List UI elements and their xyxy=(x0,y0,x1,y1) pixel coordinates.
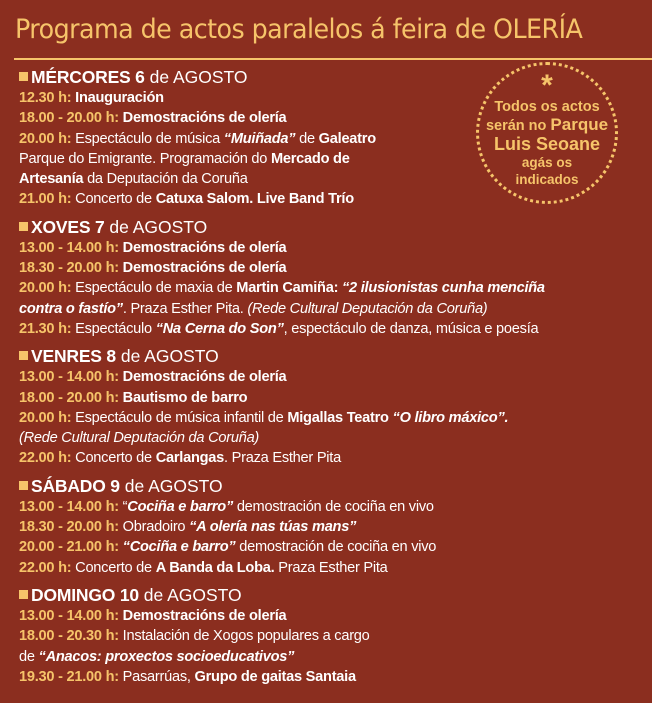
day-heading xyxy=(19,475,652,497)
event-text: de xyxy=(19,648,39,665)
day-month: de AGOSTO xyxy=(104,216,208,237)
event-text: Parque do Emigrante. Programación do xyxy=(19,150,271,167)
event-line xyxy=(19,497,652,517)
badge-line-3: Luis Seoane xyxy=(493,134,601,154)
event-text: “Anacos: proxectos socioeducativos” xyxy=(38,648,295,665)
event-line xyxy=(19,626,652,646)
event-line xyxy=(19,278,652,298)
event-time: 18.00 - 20.00 h: xyxy=(19,389,123,406)
page-title: Programa de actos paralelos á feira de OLERÍA xyxy=(15,14,583,45)
event-text: Artesanía xyxy=(19,171,84,188)
event-time: 13.00 - 14.00 h: xyxy=(19,239,123,256)
event-text: Concerto de xyxy=(75,191,156,208)
day-month: de AGOSTO xyxy=(138,584,242,605)
day-section xyxy=(19,584,652,687)
event-text: Demostracións de olería xyxy=(122,110,287,127)
event-line xyxy=(19,537,652,557)
event-time: 22.00 h: xyxy=(19,559,76,576)
day-name: SÁBADO 9 xyxy=(31,475,120,496)
event-text: (Rede Cultural Deputación da Coruña) xyxy=(19,430,260,447)
bullet-square-icon xyxy=(19,72,28,81)
event-line xyxy=(19,647,652,667)
event-time: 18.00 - 20.00 h: xyxy=(19,110,123,127)
badge-line-4: agás os xyxy=(521,155,573,170)
day-section xyxy=(19,345,652,468)
event-time: 19.30 - 21.00 h: xyxy=(19,668,123,685)
event-text: Mercado de xyxy=(270,150,350,167)
event-text: “ xyxy=(122,498,128,515)
bullet-square-icon xyxy=(19,222,28,231)
event-time: 18.30 - 20.00 h: xyxy=(19,260,123,277)
event-line xyxy=(19,258,652,278)
event-text: , espectáculo de danza, música e poesía xyxy=(283,320,539,337)
event-line xyxy=(19,238,652,258)
event-time: 22.00 h: xyxy=(19,450,76,467)
event-text: A Banda da Loba. xyxy=(155,559,275,576)
location-note-badge xyxy=(476,62,618,204)
day-name: MÉRCORES 6 xyxy=(31,67,145,87)
event-text: “Cociña e barro” xyxy=(122,539,236,556)
event-text: Grupo de gaitas Santaia xyxy=(194,668,356,685)
event-text: Espectáculo de maxia de xyxy=(75,280,237,297)
event-text: “O libro máxico”. xyxy=(392,409,509,426)
event-time: 13.00 - 14.00 h: xyxy=(19,607,123,624)
event-line xyxy=(19,558,652,578)
event-line xyxy=(19,299,652,319)
event-line xyxy=(19,319,652,339)
bullet-square-icon xyxy=(19,590,28,599)
event-text: Concerto de xyxy=(75,450,156,467)
event-text: da Deputación da Coruña xyxy=(83,171,248,188)
event-line xyxy=(19,367,652,387)
event-time: 20.00 h: xyxy=(19,130,76,147)
event-text: demostración de cociña en vivo xyxy=(235,539,437,556)
event-text: demostración de cociña en vivo xyxy=(233,498,434,515)
event-text: “Muiñada” xyxy=(223,130,296,147)
event-line xyxy=(19,448,652,468)
event-text: Demostracións de olería xyxy=(122,369,287,386)
event-text: contra o fastío” xyxy=(19,300,123,317)
event-text: . Praza Esther Pita xyxy=(224,450,341,467)
event-line xyxy=(19,388,652,408)
event-text: de xyxy=(295,130,319,147)
day-name: DOMINGO 10 xyxy=(31,584,139,605)
day-heading xyxy=(19,584,652,606)
event-text: Demostracións de olería xyxy=(122,260,287,277)
event-text: . Praza Esther Pita. xyxy=(122,300,248,317)
event-text: Instalación de Xogos populares a cargo xyxy=(122,628,370,645)
event-text: Inauguración xyxy=(75,90,164,106)
event-text: Martin Camiña: xyxy=(236,280,342,297)
day-section xyxy=(19,216,652,339)
event-text: Espectáculo de música infantil de xyxy=(75,409,288,426)
event-line xyxy=(19,408,652,428)
day-section xyxy=(19,475,652,578)
event-text: Carlangas xyxy=(155,450,225,467)
badge-line-5: indicados xyxy=(515,172,579,187)
event-time: 13.00 - 14.00 h: xyxy=(19,369,123,386)
event-text: Obradoiro xyxy=(122,519,190,536)
event-line xyxy=(19,606,652,626)
day-name: XOVES 7 xyxy=(31,216,105,237)
bullet-square-icon xyxy=(19,351,28,360)
event-text: Galeatro xyxy=(318,130,376,147)
event-time: 21.00 h: xyxy=(19,191,76,208)
event-time: 20.00 h: xyxy=(19,409,76,426)
day-heading xyxy=(19,345,652,367)
event-time: 20.00 - 21.00 h: xyxy=(19,539,123,556)
event-text: “Na Cerna do Son” xyxy=(155,320,284,337)
event-time: 20.00 h: xyxy=(19,280,76,297)
badge-line-2: serán no Parque xyxy=(485,115,609,134)
bullet-square-icon xyxy=(19,481,28,490)
title-divider xyxy=(14,58,652,60)
day-name: VENRES 8 xyxy=(31,346,116,367)
asterisk-icon: * xyxy=(541,69,553,102)
event-time: 12.30 h: xyxy=(19,90,76,106)
event-text: (Rede Cultural Deputación da Coruña) xyxy=(247,300,488,317)
event-text: Espectáculo xyxy=(75,320,156,337)
event-time: 18.30 - 20.00 h: xyxy=(19,519,123,536)
event-line xyxy=(19,667,652,687)
event-text: Bautismo de barro xyxy=(122,389,248,406)
event-time: 21.30 h: xyxy=(19,320,76,337)
event-time: 13.00 - 14.00 h: xyxy=(19,498,123,515)
event-time: 18.00 - 20.30 h: xyxy=(19,628,123,645)
day-month: de AGOSTO xyxy=(119,475,223,496)
event-text: Pasarrúas, xyxy=(122,668,195,685)
event-text: Demostracións de olería xyxy=(122,239,287,256)
day-month: de AGOSTO xyxy=(144,67,248,87)
event-line xyxy=(19,517,652,537)
badge-line-1: Todos os actos xyxy=(494,99,600,115)
event-text: Cociña e barro” xyxy=(127,498,234,515)
event-text: Concerto de xyxy=(75,559,156,576)
day-month: de AGOSTO xyxy=(115,346,219,367)
event-text: Espectáculo de música xyxy=(75,130,224,147)
event-text: Catuxa Salom. Live Band Trío xyxy=(155,191,354,208)
event-text: Demostracións de olería xyxy=(122,607,287,624)
event-text: Migallas Teatro xyxy=(287,409,393,426)
event-text: Praza Esther Pita xyxy=(274,559,388,576)
event-text: “A olería nas túas mans” xyxy=(189,519,357,536)
day-heading xyxy=(19,216,652,238)
event-line xyxy=(19,428,652,448)
event-text: “2 ilusionistas cunha menciña xyxy=(342,280,545,297)
